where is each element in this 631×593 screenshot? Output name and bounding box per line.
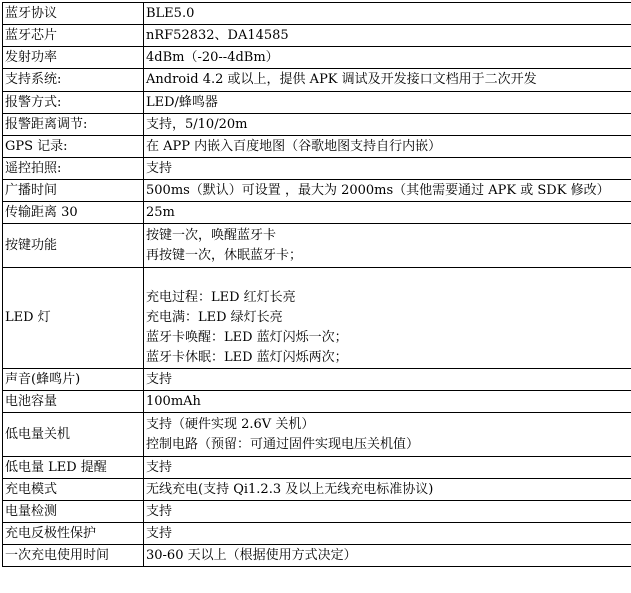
spec-label: 报警距离调节: xyxy=(3,114,144,136)
spec-value xyxy=(144,25,631,47)
spec-value-line: 再按键一次，休眠蓝牙卡； xyxy=(146,247,303,263)
spec-value-line: 支持 xyxy=(146,371,173,387)
spec-value xyxy=(144,180,631,202)
spec-value xyxy=(144,545,631,567)
spec-value xyxy=(144,202,631,224)
spec-row xyxy=(3,114,631,136)
spec-value-line: 30-60 天以上（根据使用方式决定） xyxy=(146,547,357,563)
spec-value-line: 100mAh xyxy=(146,393,201,409)
spec-value-line xyxy=(146,268,631,288)
spec-value-line: 蓝牙卡唤醒：LED 蓝灯闪烁一次； xyxy=(146,330,348,345)
spec-row xyxy=(3,69,631,92)
spec-row xyxy=(3,47,631,69)
spec-value-line: 按键一次，唤醒蓝牙卡 xyxy=(146,227,277,243)
spec-value xyxy=(144,457,631,479)
spec-table-body xyxy=(3,3,631,567)
spec-value-line: 充电过程：LED 红灯长亮 xyxy=(146,290,296,305)
spec-value xyxy=(144,114,631,136)
spec-value-line: 蓝牙卡休眠：LED 蓝灯闪烁两次； xyxy=(146,350,348,365)
spec-value-line: 支持，5/10/20m xyxy=(146,116,248,132)
spec-label: 传输距离 30 xyxy=(3,202,144,224)
spec-row xyxy=(3,268,631,369)
spec-row xyxy=(3,501,631,523)
spec-row xyxy=(3,25,631,47)
spec-value-line: 支持 xyxy=(146,525,173,541)
spec-value xyxy=(144,369,631,391)
spec-value-line: 25m xyxy=(146,204,175,220)
spec-value xyxy=(144,501,631,523)
spec-value xyxy=(144,523,631,545)
spec-value xyxy=(144,479,631,501)
spec-value xyxy=(144,158,631,180)
spec-label: 发射功率 xyxy=(3,47,144,69)
spec-value xyxy=(144,47,631,69)
spec-value-line: nRF52832、DA14585 xyxy=(146,27,289,43)
spec-value-line: 在 APP 内嵌入百度地图（谷歌地图支持自行内嵌） xyxy=(146,138,442,154)
spec-label: 声音(蜂鸣片) xyxy=(3,369,144,391)
spec-row xyxy=(3,136,631,158)
spec-row xyxy=(3,391,631,413)
spec-row xyxy=(3,479,631,501)
spec-label: 低电量 LED 提醒 xyxy=(3,457,144,479)
spec-label: 一次充电使用时间 xyxy=(3,545,144,567)
spec-row xyxy=(3,202,631,224)
spec-label: 充电反极性保护 xyxy=(3,523,144,545)
spec-row xyxy=(3,92,631,114)
spec-value-line: 支持 xyxy=(146,503,173,519)
spec-row xyxy=(3,224,631,268)
spec-value-line: 500ms（默认）可设置 ，最大为 2000ms（其他需要通过 APK 或 SDK 修改） xyxy=(146,182,610,198)
spec-value-line: BLE5.0 xyxy=(146,5,195,21)
spec-value-line: LED/蜂鸣器 xyxy=(146,94,218,110)
spec-label: 蓝牙芯片 xyxy=(3,25,144,47)
spec-value-line: Android 4.2 或以上，提供 APK 调试及开发接口文档用于二次开发 xyxy=(146,72,537,87)
spec-label: LED 灯 xyxy=(3,268,144,369)
spec-value xyxy=(144,3,631,25)
spec-value-line: 控制电路（预留：可通过固件实现电压关机值） xyxy=(146,436,420,452)
spec-value-line: 无线充电(支持 Qi1.2.3 及以上无线充电标准协议) xyxy=(146,481,434,497)
spec-value xyxy=(144,224,631,268)
spec-label: GPS 记录: xyxy=(3,136,144,158)
spec-label: 遥控拍照: xyxy=(3,158,144,180)
spec-value xyxy=(144,69,631,92)
spec-value xyxy=(144,136,631,158)
spec-label: 低电量关机 xyxy=(3,413,144,457)
spec-value-line: 4dBm（-20--4dBm） xyxy=(146,49,279,65)
spec-row xyxy=(3,457,631,479)
spec-row xyxy=(3,369,631,391)
spec-value-line: 支持 xyxy=(146,160,173,176)
spec-row xyxy=(3,158,631,180)
spec-row xyxy=(3,180,631,202)
spec-value-line: 充电满：LED 绿灯长亮 xyxy=(146,310,283,325)
spec-row xyxy=(3,545,631,567)
spec-value xyxy=(144,391,631,413)
spec-label: 按键功能 xyxy=(3,224,144,268)
spec-label: 电池容量 xyxy=(3,391,144,413)
spec-value xyxy=(144,92,631,114)
spec-row xyxy=(3,413,631,457)
spec-label: 蓝牙协议 xyxy=(3,3,144,25)
spec-label: 电量检测 xyxy=(3,501,144,523)
spec-row xyxy=(3,3,631,25)
spec-row xyxy=(3,523,631,545)
spec-value-line: 支持 xyxy=(146,459,173,475)
spec-value xyxy=(144,268,631,369)
spec-value xyxy=(144,413,631,457)
spec-label: 充电模式 xyxy=(3,479,144,501)
spec-label: 支持系统: xyxy=(3,69,144,92)
spec-label: 广播时间 xyxy=(3,180,144,202)
spec-table xyxy=(2,2,631,567)
spec-value-line: 支持（硬件实现 2.6V 关机） xyxy=(146,416,315,432)
spec-label: 报警方式: xyxy=(3,92,144,114)
